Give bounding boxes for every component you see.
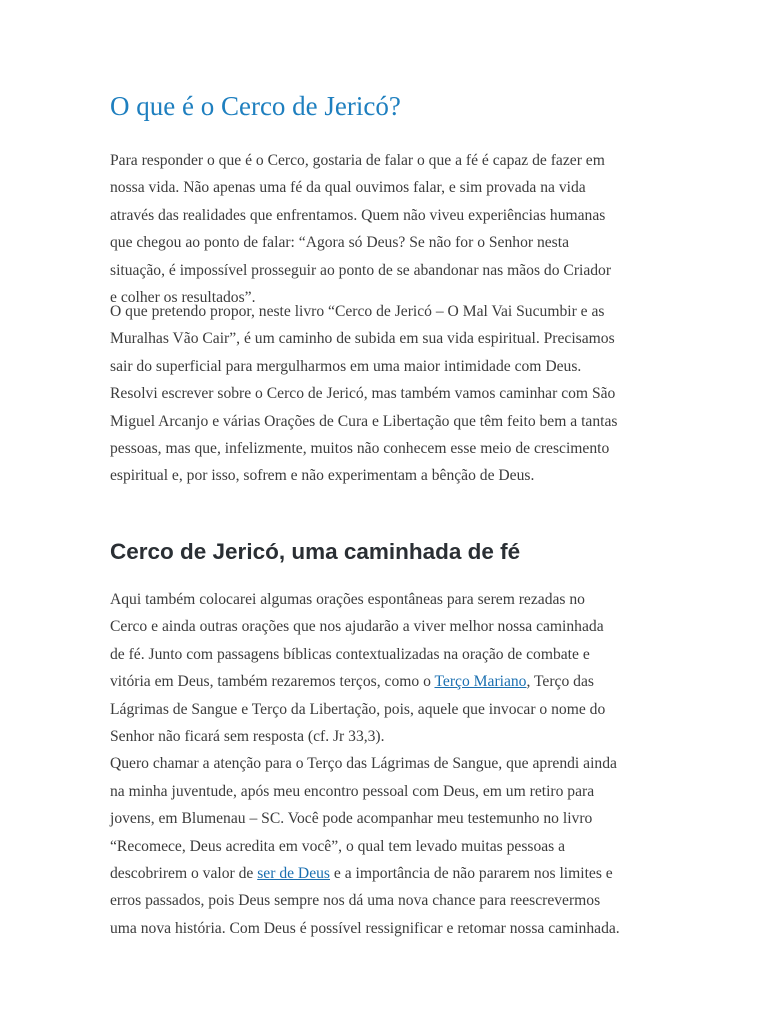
- text-segment: descobrirem o valor de: [110, 865, 258, 883]
- text-line: Miguel Arcanjo e várias Orações de Cura e Libertação que têm feito bem a tantas: [110, 412, 618, 430]
- text-line: Quero chamar a atenção para o Terço das Lágrimas de Sangue, que aprendi ainda: [110, 755, 617, 773]
- text-line: Aqui também colocarei algumas orações espontâneas para serem rezadas no: [110, 591, 585, 608]
- text-line: Para responder o que é o Cerco, gostaria de falar o que a fé é capaz de fazer em: [110, 152, 605, 169]
- text-line: Cerco e ainda outras orações que nos ajudarão a viver melhor nossa caminhada: [110, 618, 604, 636]
- text-line: sair do superficial para mergulharmos em uma maior intimidade com Deus.: [110, 357, 582, 375]
- paragraph-intro: [110, 147, 670, 311]
- ser-de-deus-link[interactable]: ser de Deus: [257, 865, 330, 883]
- text-line: “Recomece, Deus acredita em você”, o qual tem levado muitas pessoas a: [110, 837, 566, 855]
- page-title: O que é o Cerco de Jericó?: [110, 91, 401, 121]
- text-segment: vitória em Deus, também rezaremos terços, como o: [110, 673, 435, 691]
- text-line: de fé. Junto com passagens bíblicas contextualizadas na oração de combate e: [110, 645, 590, 663]
- paragraph-section: [110, 586, 670, 942]
- text-line: erros passados, pois Deus sempre nos dá uma nova chance para reescrevermos: [110, 892, 601, 910]
- text-line: situação, é impossível prosseguir ao ponto de se abandonar nas mãos do Criador: [110, 261, 612, 279]
- text-line: pessoas, mas que, infelizmente, muitos não conhecem esse meio de crescimento: [110, 440, 610, 458]
- text-segment: , Terço das: [526, 673, 594, 691]
- text-line: O que pretendo propor, neste livro “Cerco de Jericó – O Mal Vai Sucumbir e as: [110, 303, 605, 320]
- text-line: na minha juventude, após meu encontro pessoal com Deus, em um retiro para: [110, 782, 595, 800]
- paragraph-proposal: [110, 298, 670, 490]
- text-line: através das realidades que enfrentamos. Quem não viveu experiências humanas: [110, 206, 606, 224]
- text-line: nossa vida. Não apenas uma fé da qual ouvimos falar, e sim provada na vida: [110, 179, 586, 197]
- text-line: Senhor não ficará sem resposta (cf. Jr 33,3).: [110, 728, 385, 746]
- section-heading: Cerco de Jericó, uma caminhada de fé: [110, 539, 521, 564]
- text-line: [110, 668, 670, 695]
- terco-mariano-link[interactable]: Terço Mariano: [434, 673, 527, 691]
- text-line: espiritual e, por isso, sofrem e não experimentam a bênção de Deus.: [110, 467, 535, 485]
- text-line: Resolvi escrever sobre o Cerco de Jericó, mas também vamos caminhar com São: [110, 385, 616, 403]
- text-line: jovens, em Blumenau – SC. Você pode acompanhar meu testemunho no livro: [110, 810, 593, 828]
- text-segment: e a importância de não pararem nos limites e: [329, 865, 613, 883]
- text-line: [110, 860, 670, 887]
- text-line: uma nova história. Com Deus é possível ressignificar e retomar nossa caminhada.: [110, 919, 620, 937]
- text-line: Muralhas Vão Cair”, é um caminho de subida em sua vida espiritual. Precisamos: [110, 330, 615, 348]
- text-line: Lágrimas de Sangue e Terço da Libertação, pois, aquele que invocar o nome do: [110, 700, 606, 718]
- text-line: e colher os resultados”.: [110, 289, 256, 307]
- text-line: que chegou ao ponto de falar: “Agora só Deus? Se não for o Senhor nesta: [110, 234, 570, 252]
